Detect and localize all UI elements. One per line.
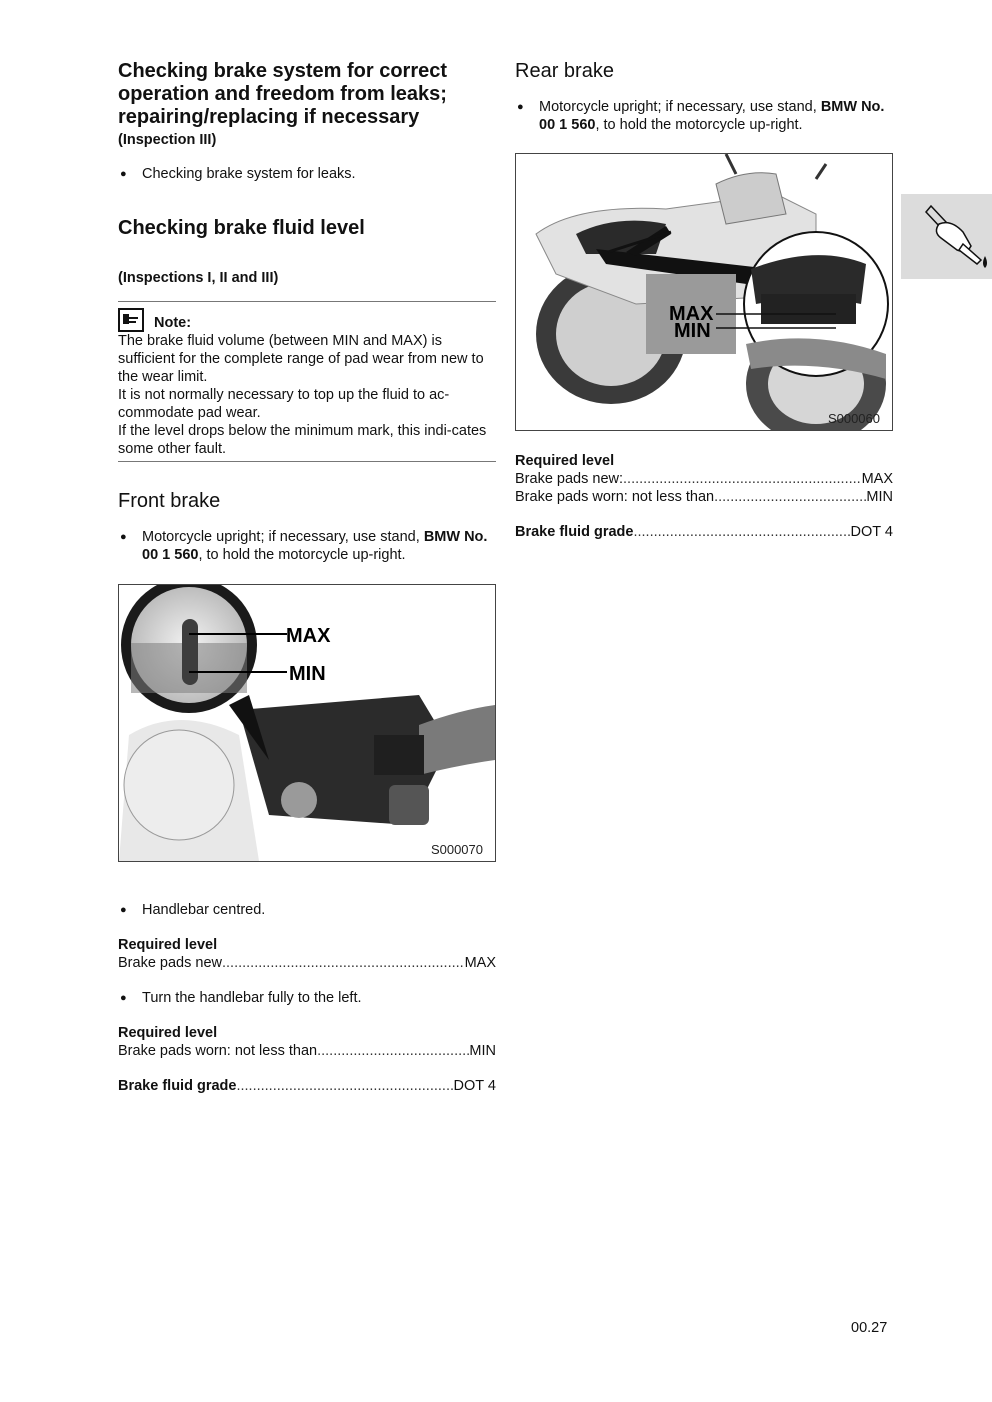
section-title-fluid-level: Checking brake fluid level <box>118 217 365 239</box>
right-column <box>515 60 893 541</box>
bullet-centred: ● Handlebar centred. <box>118 901 496 919</box>
maintenance-hand-icon <box>901 194 992 279</box>
rear-row-worn: Brake pads worn: not less than ..... MIN <box>515 488 893 506</box>
bullet-rear-stand: ● Motorcycle upright; if necessary, use stand, BMW No. 00 1 560, to hold the motorcycle up-right. <box>515 98 893 134</box>
front-brake-title: Front brake <box>118 490 221 512</box>
note-text-2: It is not normally necessary to top up the fluid to ac-commodate pad wear. <box>118 387 450 421</box>
section-title-brake-system: Checking brake system for correct operation and freedom from leaks; repairing/replacing if necessary <box>118 60 448 128</box>
required-level-heading-rear: Required level <box>515 453 615 469</box>
front-min-label: MIN <box>289 663 326 685</box>
required-level-row-new: Brake pads new ..... MAX <box>118 954 496 972</box>
note-text-3: If the level drops below the minimum mark, this indi-cates some other fault. <box>118 423 487 457</box>
motorcycle-illustration <box>516 154 892 430</box>
figure-code-front: S000070 <box>430 842 483 857</box>
note-header <box>118 302 496 332</box>
stand-part-number: BMW No. 00 1 560 <box>142 529 488 563</box>
front-reservoir-illustration <box>119 585 495 861</box>
rear-brake-title: Rear brake <box>515 60 614 82</box>
left-column <box>118 60 496 1095</box>
note-label: Note: <box>154 315 192 331</box>
required-level-heading-2: Required level <box>118 1025 218 1041</box>
rear-brake-figure <box>515 153 893 431</box>
stand-part-number-rear: BMW No. 00 1 560 <box>539 99 885 133</box>
page-number: 00.27 <box>851 1320 888 1336</box>
rear-max-label: MAX <box>669 303 714 325</box>
note-text-1: The brake fluid volume (between MIN and MAX) is sufficient for the complete range of pad wear from new to the wear limit. <box>118 333 484 385</box>
required-level-heading-1: Required level <box>118 937 218 953</box>
figure-code-rear: S000060 <box>827 411 880 426</box>
bullet-front-stand: ● Motorcycle upright; if necessary, use stand, BMW No. 00 1 560, to hold the motorcycle up-right. <box>118 528 496 564</box>
front-max-label: MAX <box>286 625 331 647</box>
front-brake-figure <box>118 584 496 862</box>
note-hand-icon <box>118 308 144 332</box>
inspection-label: (Inspection III) <box>118 132 217 148</box>
note-box <box>118 301 496 462</box>
bullet-turn-left: ● Turn the handlebar fully to the left. <box>118 989 496 1007</box>
chapter-tab <box>901 194 992 279</box>
fluid-grade-row-left: Brake fluid grade ..... DOT 4 <box>118 1077 496 1095</box>
rear-row-new: Brake pads new: ..... MAX <box>515 470 893 488</box>
inspections-label: (Inspections I, II and III) <box>118 270 279 286</box>
fluid-grade-row-right: Brake fluid grade ..... DOT 4 <box>515 523 893 541</box>
rear-min-label: MIN <box>674 320 711 342</box>
bullet-leaks: ● Checking brake system for leaks. <box>118 165 496 183</box>
required-level-row-worn: Brake pads worn: not less than ..... MIN <box>118 1042 496 1060</box>
